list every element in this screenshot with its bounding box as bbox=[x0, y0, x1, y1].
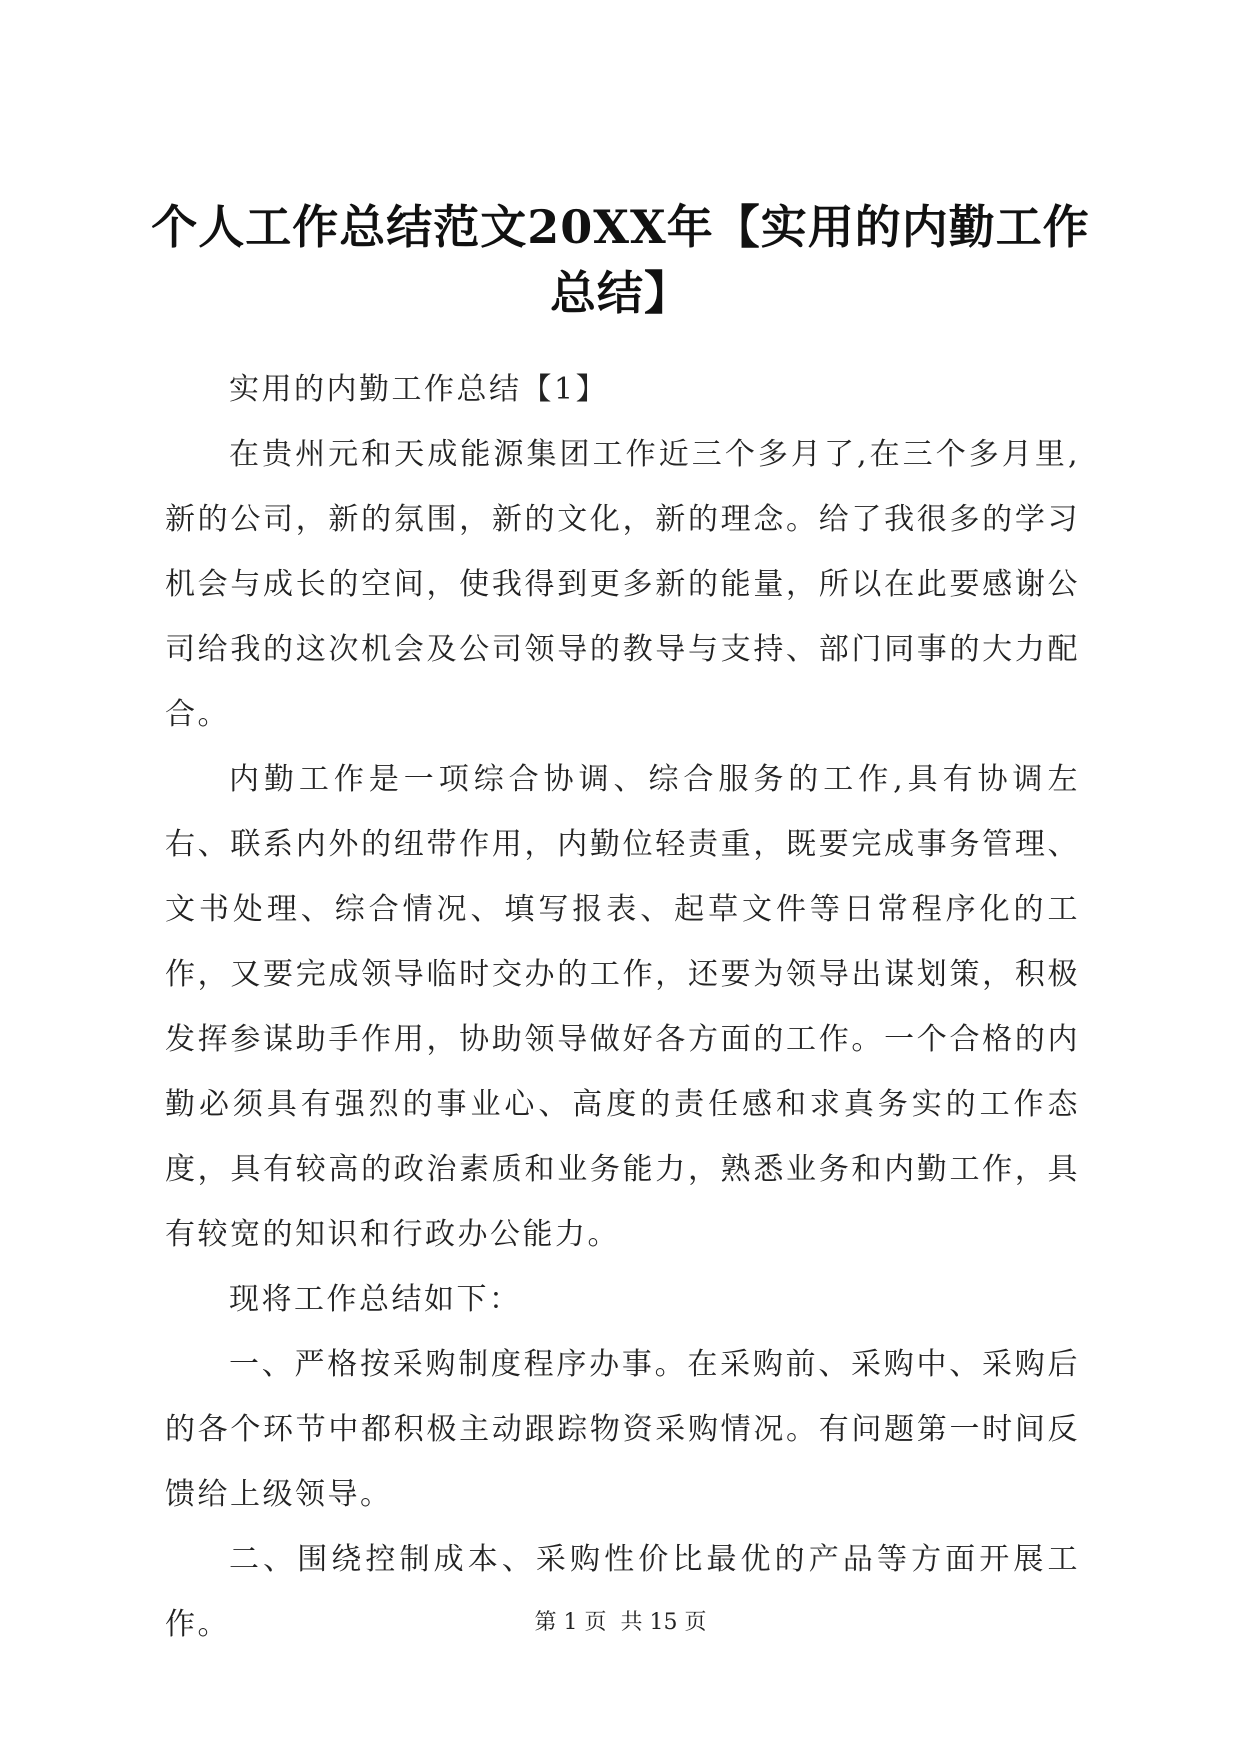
paragraph-item-1: 一、严格按采购制度程序办事。在采购前、采购中、采购后的各个环节中都积极主动跟踪物资采购情况。有问题第一时间反馈给上级领导。 bbox=[165, 1347, 1080, 1512]
section-heading: 实用的内勤工作总结【1】 bbox=[229, 372, 609, 407]
document-body bbox=[165, 357, 1080, 1657]
page-number: 第 1 页 共 15 页 bbox=[534, 1610, 707, 1635]
paragraph-summary-lead: 现将工作总结如下： bbox=[229, 1282, 522, 1317]
paragraph-duties: 内勤工作是一项综合协调、综合服务的工作,具有协调左右、联系内外的纽带作用，内勤位轻责重，既要完成事务管理、文书处理、综合情况、填写报表、起草文件等日常程序化的工作，又要完成领导临时交办的工作，还要为领导出谋划策，积极发挥参谋助手作用，协助领导做好各方面的工作。一个合格的内勤必须具有强烈的事业心、高度的责任感和求真务实的工作态度，具有较高的政治素质和业务能力，熟悉业务和内勤工作，具有较宽的知识和行政办公能力。 bbox=[165, 762, 1080, 1252]
page-footer bbox=[0, 1608, 1241, 1638]
paragraph-item-2: 二、围绕控制成本、采购性价比最优的产品等方面开展工作。 bbox=[165, 1542, 1080, 1642]
document-title: 个人工作总结范文20XX年【实用的内勤工作总结】 bbox=[151, 200, 1090, 320]
paragraph-intro: 在贵州元和天成能源集团工作近三个多月了,在三个多月里,新的公司，新的氛围，新的文化，新的理念。给了我很多的学习机会与成长的空间，使我得到更多新的能量，所以在此要感谢公司给我的这次机会及公司领导的教导与支持、部门同事的大力配合。 bbox=[165, 437, 1080, 732]
